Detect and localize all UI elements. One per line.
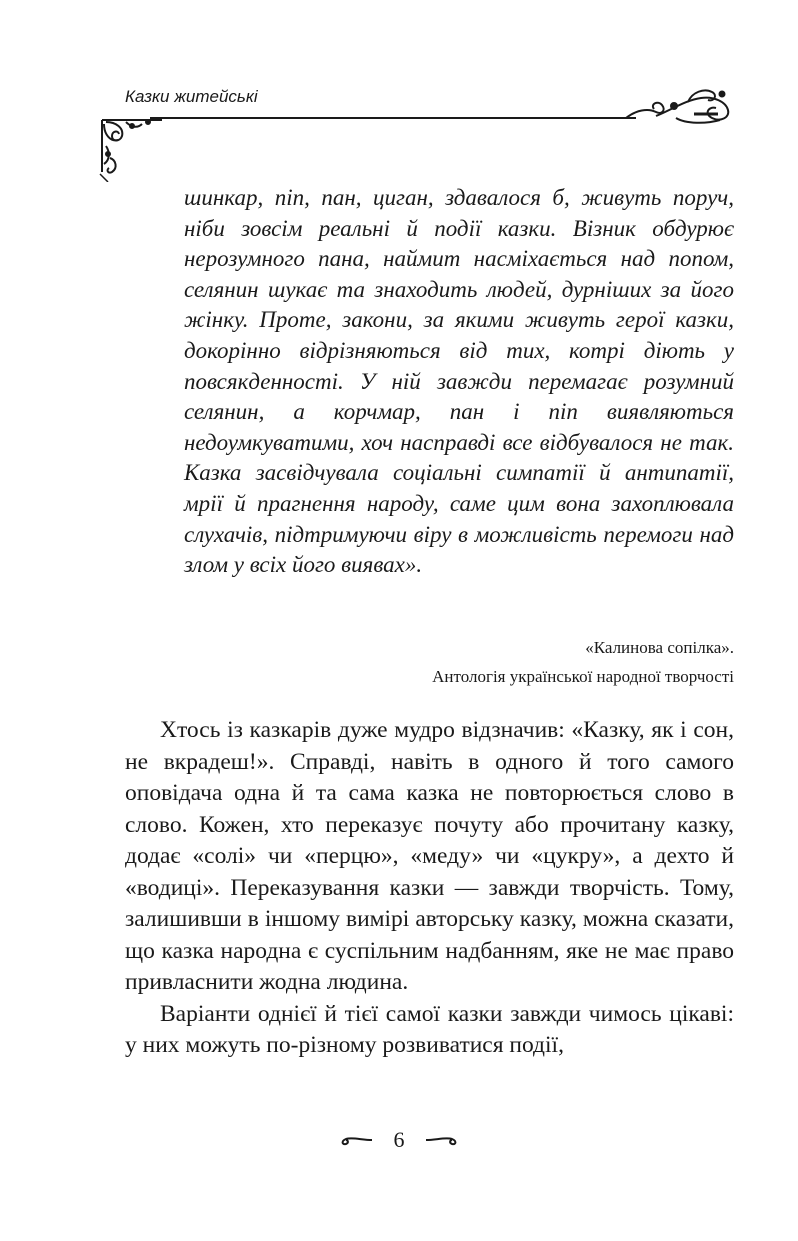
quote-text: шинкар, піп, пан, циган, здавалося б, живуть поруч, ніби зовсім реальні й події казки. Візник обдурює нерозумного пана, наймит насміхається над попом, селянин шукає та знаходить людей, дурніших за його жінку. Проте, закони, за якими живуть герої казки, докорінно відрізняються від тих, котрі діють у повсякденності. У ній завжди перемагає розумний селянин, а корчмар, пан і піп виявляються недоумкуватими, хоч насправді все відбувалося не так. Казка засвідчувала соціальні симпатії й антипатії, мрії й прагнення народу, саме цим вона захоплювала слухачів, підтримуючи віру в можливість перемоги над злом у всіх його виявах». bbox=[184, 185, 734, 578]
ornament-flourish-icon bbox=[596, 80, 736, 128]
running-head: Казки житейські bbox=[125, 87, 258, 106]
source-title: «Калинова сопілка». bbox=[585, 638, 734, 657]
quote-source bbox=[300, 633, 734, 691]
ornament-corner-icon bbox=[92, 110, 172, 182]
page-footer bbox=[0, 1123, 798, 1155]
source-subtitle: Антологія української народної творчості bbox=[432, 667, 734, 686]
body-text bbox=[125, 715, 734, 1062]
paragraph: Хтось із казкарів дуже мудро відзначив: «Казку, як і сон, не вкрадеш!». Справді, навіть в одного й того самого оповідача одна й та сама казка не повторюється слово в слово. Кожен, хто переказує почуту або прочитану казку, додає «солі» чи «перцю», «меду» чи «цукру», а дехто й «водиці». Переказування казки — завжди творчість. Тому, залишивши в іншому вимірі авторську казку, можна сказати, що казка народна є суспільним надбанням, яке не має право привласнити жодна людина. bbox=[125, 717, 734, 995]
swirl-icon bbox=[338, 1133, 374, 1147]
epigraph-quote bbox=[184, 183, 734, 581]
swirl-icon bbox=[424, 1133, 460, 1147]
page-number: 6 bbox=[393, 1126, 405, 1152]
paragraph: Варіанти однієї й тієї самої казки завжди чимось цікаві: у них можуть по-різному розвиватися події, bbox=[125, 1000, 734, 1058]
header-rule bbox=[150, 117, 610, 119]
